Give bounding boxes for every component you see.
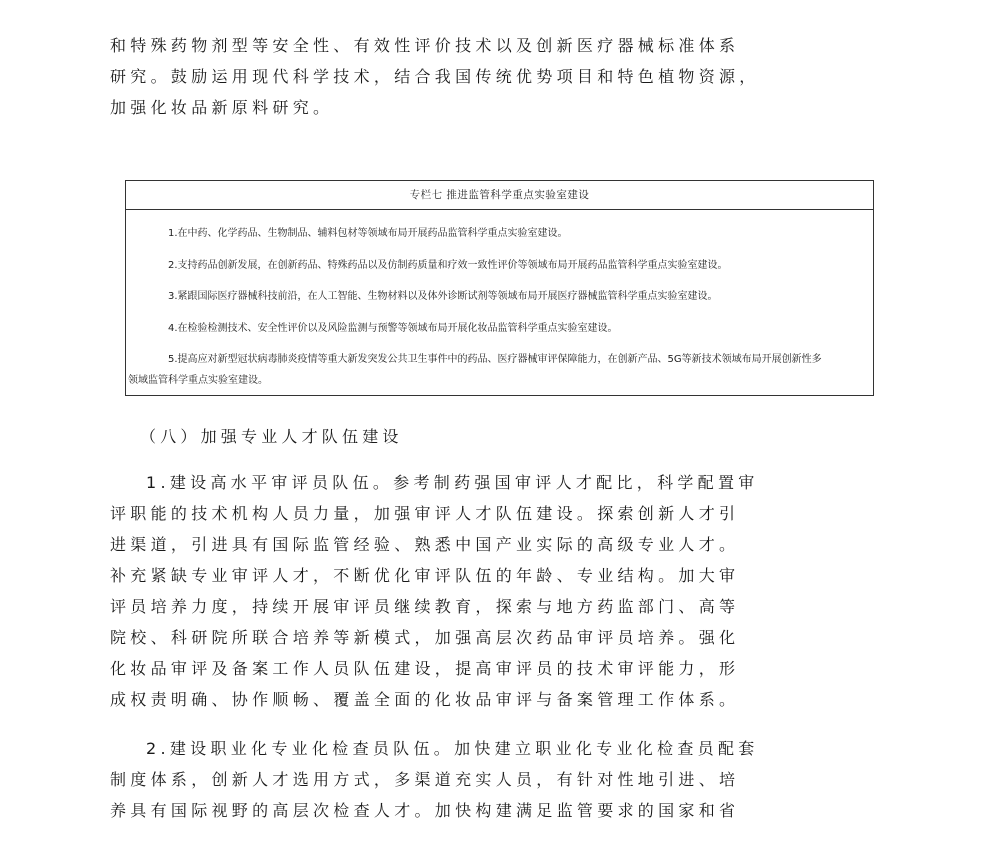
text-line: 院校、科研院所联合培养等新模式，加强高层次药品审评员培养。强化 (110, 628, 740, 647)
intro-paragraph (110, 30, 890, 123)
text-line: 补充紧缺专业审评人才，不断优化审评队伍的年龄、专业结构。加大审 (110, 566, 740, 585)
text-line: 1.建设高水平审评员队伍。参考制药强国审评人才配比，科学配置审 (146, 473, 759, 492)
list-item: 4.在检验检测技术、安全性评价以及风险监测与预警等领域布局开展化妆品监管科学重点实验室建设。 (168, 322, 618, 334)
text-line: 制度体系，创新人才选用方式，多渠道充实人员，有针对性地引进、培 (110, 770, 740, 789)
list-item: 1.在中药、化学药品、生物制品、辅料包材等领域布局开展药品监管科学重点实验室建设。 (168, 228, 568, 239)
list-item: 2.支持药品创新发展，在创新药品、特殊药品以及仿制药质量和疗效一致性评价等领域布局开展药品监管科学重点实验室建设。 (168, 259, 728, 271)
text-line: 评员培养力度，持续开展审评员继续教育，探索与地方药监部门、高等 (110, 597, 740, 616)
paragraph-reviewers (110, 467, 890, 715)
text-line: 加强化妆品新原料研究。 (110, 98, 334, 117)
list-item: 5.提高应对新型冠状病毒肺炎疫情等重大新发突发公共卫生事件中的药品、医疗器械审评保障能力，在创新产品、5G等新技术领域布局开展创新性多 (168, 354, 822, 365)
text-line: 评职能的技术机构人员力量，加强审评人才队伍建设。探索创新人才引 (110, 504, 740, 523)
text-line: 研究。鼓励运用现代科学技术，结合我国传统优势项目和特色植物资源， (110, 67, 760, 86)
list-item: 3.紧跟国际医疗器械科技前沿，在人工智能、生物材料以及体外诊断试剂等领域布局开展医疗器械监管科学重点实验室建设。 (168, 291, 718, 302)
column-box-items (126, 210, 873, 392)
text-line: 养具有国际视野的高层次检查人才。加快构建满足监管要求的国家和省 (110, 801, 740, 820)
column-box-title: 专栏七 推进监管科学重点实验室建设 (126, 181, 873, 210)
text-line: 成权责明确、协作顺畅、覆盖全面的化妆品审评与备案管理工作体系。 (110, 690, 740, 709)
text-line: 和特殊药物剂型等安全性、有效性评价技术以及创新医疗器械标准体系 (110, 36, 740, 55)
column-box (125, 180, 874, 396)
text-line: 2.建设职业化专业化检查员队伍。加快建立职业化专业化检查员配套 (146, 739, 759, 758)
list-item-continuation: 领域监管科学重点实验室建设。 (128, 374, 268, 386)
text-line: 化妆品审评及备案工作人员队伍建设，提高审评员的技术审评能力，形 (110, 659, 740, 678)
text-line: 进渠道，引进具有国际监管经验、熟悉中国产业实际的高级专业人才。 (110, 535, 740, 554)
paragraph-inspectors (110, 733, 890, 826)
section-heading: （八）加强专业人才队伍建设 (140, 427, 403, 446)
